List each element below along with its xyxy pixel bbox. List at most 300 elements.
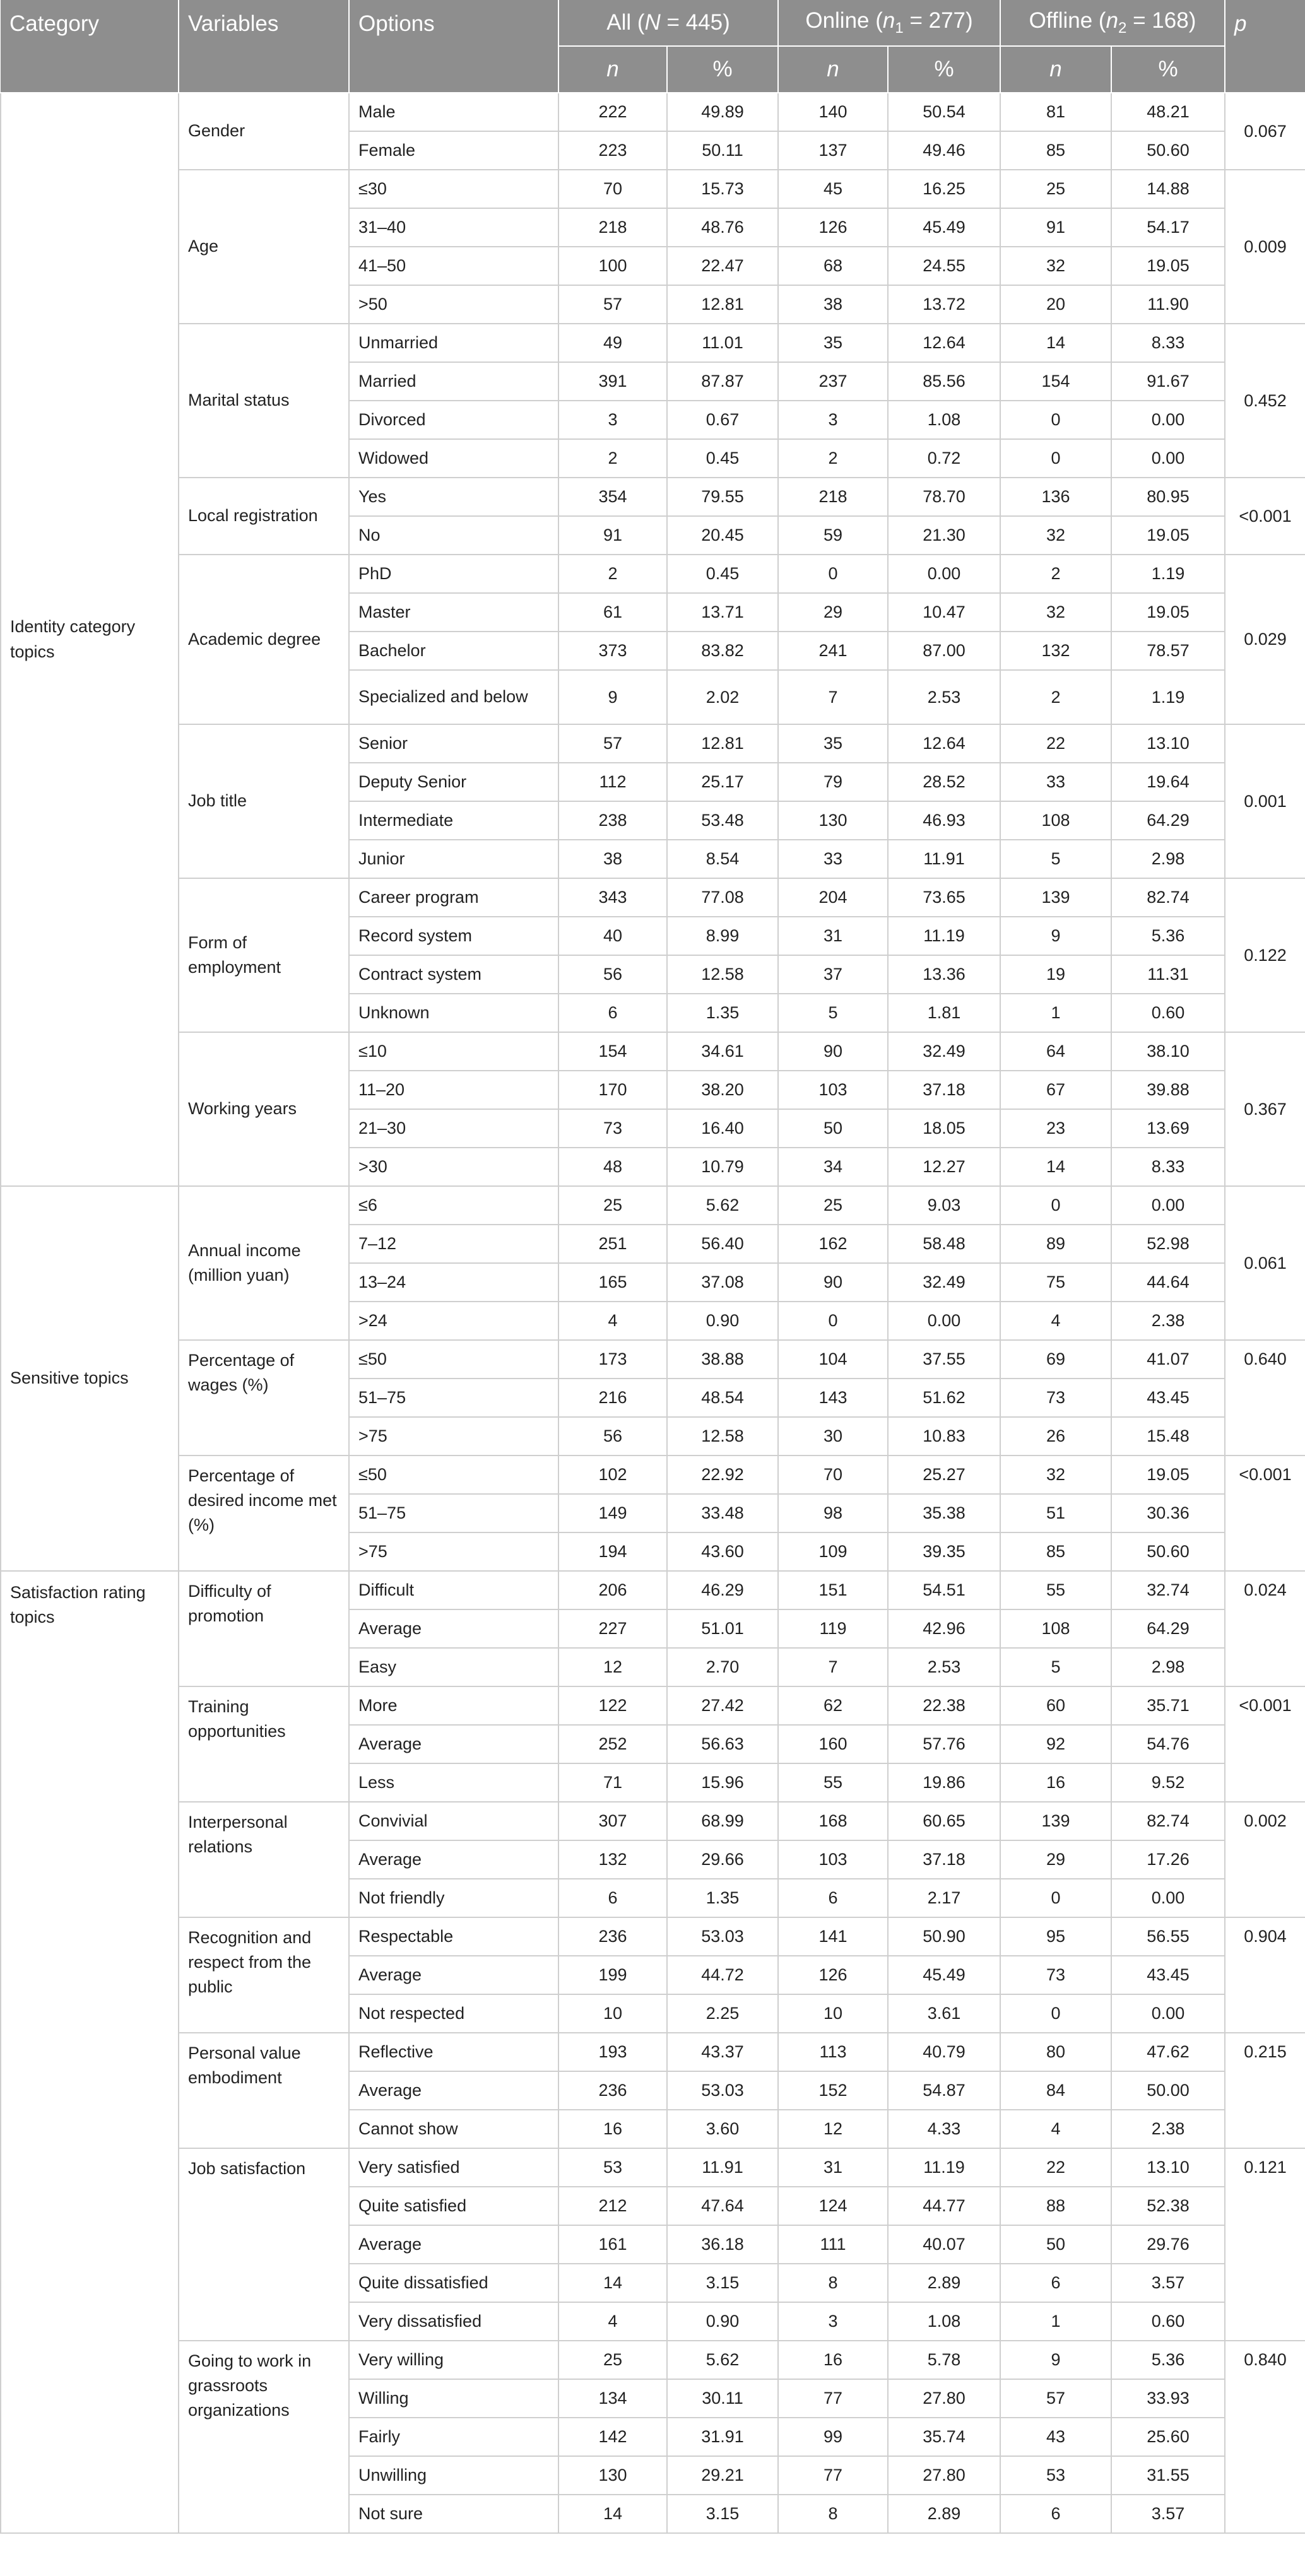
value-cell: 22.92 — [667, 1456, 778, 1494]
value-cell: 91 — [1000, 208, 1111, 247]
value-cell: 139 — [1000, 878, 1111, 917]
value-cell: 32 — [1000, 1456, 1111, 1494]
value-cell: 15.48 — [1111, 1417, 1225, 1456]
value-cell: 1 — [1000, 2302, 1111, 2341]
variable-cell: Marital status — [179, 324, 349, 478]
value-cell: 25 — [558, 1186, 667, 1225]
value-cell: 12.64 — [888, 324, 1000, 362]
value-cell: 30.36 — [1111, 1494, 1225, 1532]
value-cell: 39.35 — [888, 1532, 1000, 1571]
value-cell: 91 — [558, 516, 667, 555]
variable-cell: Academic degree — [179, 555, 349, 724]
option-cell: ≤30 — [349, 170, 558, 208]
value-cell: 13.10 — [1111, 2148, 1225, 2187]
value-cell: 126 — [778, 208, 888, 247]
value-cell: 218 — [778, 478, 888, 516]
value-cell: 0.45 — [667, 439, 778, 478]
value-cell: 6 — [558, 994, 667, 1032]
value-cell: 25.17 — [667, 763, 778, 801]
value-cell: 82.74 — [1111, 1802, 1225, 1840]
value-cell: 56 — [558, 1417, 667, 1456]
value-cell: 134 — [558, 2379, 667, 2418]
value-cell: 0.00 — [1111, 1186, 1225, 1225]
value-cell: 11.90 — [1111, 285, 1225, 324]
value-cell: 35.71 — [1111, 1686, 1225, 1725]
value-cell: 126 — [778, 1956, 888, 1994]
value-cell: 2.98 — [1111, 840, 1225, 878]
value-cell: 0.60 — [1111, 994, 1225, 1032]
value-cell: 16 — [558, 2110, 667, 2148]
value-cell: 56 — [558, 955, 667, 994]
value-cell: 56.55 — [1111, 1917, 1225, 1956]
value-cell: 12.81 — [667, 724, 778, 763]
value-cell: 39.88 — [1111, 1071, 1225, 1109]
category-cell: Satisfaction rating topics — [1, 1571, 179, 2533]
value-cell: 54.87 — [888, 2071, 1000, 2110]
value-cell: 19.86 — [888, 1763, 1000, 1802]
value-cell: 3.57 — [1111, 2264, 1225, 2302]
value-cell: 60.65 — [888, 1802, 1000, 1840]
value-cell: 19.05 — [1111, 247, 1225, 285]
value-cell: 0.45 — [667, 555, 778, 593]
header-online-n: n — [778, 46, 888, 93]
value-cell: 50.60 — [1111, 1532, 1225, 1571]
value-cell: 14.88 — [1111, 170, 1225, 208]
value-cell: 29.21 — [667, 2456, 778, 2495]
value-cell: 7 — [778, 670, 888, 724]
value-cell: 64.29 — [1111, 1609, 1225, 1648]
value-cell: 75 — [1000, 1263, 1111, 1302]
value-cell: 119 — [778, 1609, 888, 1648]
value-cell: 53.48 — [667, 801, 778, 840]
value-cell: 26 — [1000, 1417, 1111, 1456]
table-row — [1, 1032, 1305, 1071]
value-cell: 161 — [558, 2225, 667, 2264]
value-cell: 5.62 — [667, 1186, 778, 1225]
value-cell: 0 — [1000, 1879, 1111, 1917]
value-cell: 22.38 — [888, 1686, 1000, 1725]
value-cell: 3 — [778, 401, 888, 439]
option-cell: Difficult — [349, 1571, 558, 1609]
variable-cell: Job satisfaction — [179, 2148, 349, 2341]
table-row — [1, 478, 1305, 516]
option-cell: Male — [349, 93, 558, 131]
value-cell: 136 — [1000, 478, 1111, 516]
value-cell: 45 — [778, 170, 888, 208]
table-row — [1, 1917, 1305, 1956]
value-cell: 56.40 — [667, 1225, 778, 1263]
value-cell: 12 — [778, 2110, 888, 2148]
value-cell: 19 — [1000, 955, 1111, 994]
value-cell: 8.99 — [667, 917, 778, 955]
value-cell: 71 — [558, 1763, 667, 1802]
option-cell: Unmarried — [349, 324, 558, 362]
value-cell: 37.18 — [888, 1840, 1000, 1879]
value-cell: 154 — [1000, 362, 1111, 401]
value-cell: 216 — [558, 1379, 667, 1417]
value-cell: 0.00 — [1111, 1879, 1225, 1917]
option-cell: Not sure — [349, 2495, 558, 2533]
value-cell: 2 — [778, 439, 888, 478]
value-cell: 8 — [778, 2264, 888, 2302]
value-cell: 56.63 — [667, 1725, 778, 1763]
value-cell: 24.55 — [888, 247, 1000, 285]
value-cell: 90 — [778, 1263, 888, 1302]
value-cell: 13.71 — [667, 593, 778, 632]
value-cell: 160 — [778, 1725, 888, 1763]
table-row — [1, 1686, 1305, 1725]
value-cell: 100 — [558, 247, 667, 285]
value-cell: 14 — [1000, 1148, 1111, 1186]
value-cell: 83.82 — [667, 632, 778, 670]
value-cell: 57.76 — [888, 1725, 1000, 1763]
option-cell: Yes — [349, 478, 558, 516]
value-cell: 37.08 — [667, 1263, 778, 1302]
value-cell: 82.74 — [1111, 878, 1225, 917]
value-cell: 85 — [1000, 1532, 1111, 1571]
value-cell: 0.00 — [1111, 439, 1225, 478]
header-offline-pct: % — [1111, 46, 1225, 93]
value-cell: 0 — [778, 555, 888, 593]
value-cell: 68 — [778, 247, 888, 285]
value-cell: 98 — [778, 1494, 888, 1532]
value-cell: 194 — [558, 1532, 667, 1571]
option-cell: Willing — [349, 2379, 558, 2418]
value-cell: 54.76 — [1111, 1725, 1225, 1763]
value-cell: 8.33 — [1111, 1148, 1225, 1186]
value-cell: 37 — [778, 955, 888, 994]
value-cell: 36.18 — [667, 2225, 778, 2264]
value-cell: 122 — [558, 1686, 667, 1725]
option-cell: Respectable — [349, 1917, 558, 1956]
variable-cell: Recognition and respect from the public — [179, 1917, 349, 2033]
variable-cell: Personal value embodiment — [179, 2033, 349, 2148]
value-cell: 32.49 — [888, 1032, 1000, 1071]
value-cell: 47.62 — [1111, 2033, 1225, 2071]
p-value-cell: 0.001 — [1225, 724, 1305, 878]
value-cell: 9.52 — [1111, 1763, 1225, 1802]
value-cell: 142 — [558, 2418, 667, 2456]
option-cell: Intermediate — [349, 801, 558, 840]
value-cell: 70 — [558, 170, 667, 208]
option-cell: Married — [349, 362, 558, 401]
header-online: Online $(n_1 = 277)$ — [778, 0, 1000, 46]
value-cell: 10.79 — [667, 1148, 778, 1186]
value-cell: 35 — [778, 324, 888, 362]
value-cell: 43.37 — [667, 2033, 778, 2071]
value-cell: 168 — [778, 1802, 888, 1840]
value-cell: 88 — [1000, 2187, 1111, 2225]
value-cell: 29 — [778, 593, 888, 632]
p-value-cell: 0.840 — [1225, 2341, 1305, 2533]
value-cell: 64.29 — [1111, 801, 1225, 840]
option-cell: Contract system — [349, 955, 558, 994]
value-cell: 19.05 — [1111, 593, 1225, 632]
value-cell: 25 — [558, 2341, 667, 2379]
value-cell: 51.01 — [667, 1609, 778, 1648]
value-cell: 51.62 — [888, 1379, 1000, 1417]
value-cell: 2.38 — [1111, 2110, 1225, 2148]
value-cell: 41.07 — [1111, 1340, 1225, 1379]
value-cell: 90 — [778, 1032, 888, 1071]
value-cell: 343 — [558, 878, 667, 917]
value-cell: 10.47 — [888, 593, 1000, 632]
value-cell: 152 — [778, 2071, 888, 2110]
value-cell: 130 — [778, 801, 888, 840]
value-cell: 151 — [778, 1571, 888, 1609]
value-cell: 3 — [558, 401, 667, 439]
value-cell: 43 — [1000, 2418, 1111, 2456]
value-cell: 32.74 — [1111, 1571, 1225, 1609]
variable-cell: Difficulty of promotion — [179, 1571, 349, 1686]
value-cell: 47.64 — [667, 2187, 778, 2225]
option-cell: Quite dissatisfied — [349, 2264, 558, 2302]
value-cell: 52.98 — [1111, 1225, 1225, 1263]
value-cell: 1 — [1000, 994, 1111, 1032]
value-cell: 25.27 — [888, 1456, 1000, 1494]
value-cell: 50.60 — [1111, 131, 1225, 170]
value-cell: 11.91 — [667, 2148, 778, 2187]
value-cell: 57 — [558, 285, 667, 324]
value-cell: 132 — [1000, 632, 1111, 670]
value-cell: 251 — [558, 1225, 667, 1263]
value-cell: 0.00 — [1111, 401, 1225, 439]
value-cell: 32 — [1000, 247, 1111, 285]
value-cell: 0.90 — [667, 1302, 778, 1340]
value-cell: 80.95 — [1111, 478, 1225, 516]
value-cell: 53.03 — [667, 1917, 778, 1956]
option-cell: No — [349, 516, 558, 555]
value-cell: 222 — [558, 93, 667, 131]
p-value-cell: 0.904 — [1225, 1917, 1305, 2033]
value-cell: 3.61 — [888, 1994, 1000, 2033]
table-row — [1, 1802, 1305, 1840]
table-row — [1, 1340, 1305, 1379]
value-cell: 50.11 — [667, 131, 778, 170]
value-cell: 8.33 — [1111, 324, 1225, 362]
value-cell: 3.60 — [667, 2110, 778, 2148]
value-cell: 37.55 — [888, 1340, 1000, 1379]
value-cell: 18.05 — [888, 1109, 1000, 1148]
value-cell: 12.58 — [667, 955, 778, 994]
value-cell: 103 — [778, 1071, 888, 1109]
value-cell: 307 — [558, 1802, 667, 1840]
table-row — [1, 2341, 1305, 2379]
value-cell: 38 — [778, 285, 888, 324]
value-cell: 206 — [558, 1571, 667, 1609]
p-value-cell: <0.001 — [1225, 1686, 1305, 1802]
variable-cell: Training opportunities — [179, 1686, 349, 1802]
value-cell: 73 — [1000, 1956, 1111, 1994]
option-cell: 11–20 — [349, 1071, 558, 1109]
value-cell: 73 — [558, 1109, 667, 1148]
option-cell: Not respected — [349, 1994, 558, 2033]
value-cell: 162 — [778, 1225, 888, 1263]
value-cell: 70 — [778, 1456, 888, 1494]
value-cell: 79.55 — [667, 478, 778, 516]
value-cell: 77 — [778, 2379, 888, 2418]
value-cell: 149 — [558, 1494, 667, 1532]
option-cell: Reflective — [349, 2033, 558, 2071]
value-cell: 0.72 — [888, 439, 1000, 478]
table-header — [1, 0, 1305, 93]
value-cell: 111 — [778, 2225, 888, 2264]
value-cell: 102 — [558, 1456, 667, 1494]
value-cell: 2 — [558, 555, 667, 593]
value-cell: 14 — [1000, 324, 1111, 362]
option-cell: 51–75 — [349, 1379, 558, 1417]
option-cell: Unwilling — [349, 2456, 558, 2495]
value-cell: 77 — [778, 2456, 888, 2495]
value-cell: 27.80 — [888, 2456, 1000, 2495]
value-cell: 12.64 — [888, 724, 1000, 763]
value-cell: 48.21 — [1111, 93, 1225, 131]
value-cell: 104 — [778, 1340, 888, 1379]
value-cell: 16.40 — [667, 1109, 778, 1148]
value-cell: 0.67 — [667, 401, 778, 439]
value-cell: 2.17 — [888, 1879, 1000, 1917]
value-cell: 46.29 — [667, 1571, 778, 1609]
value-cell: 23 — [1000, 1109, 1111, 1148]
value-cell: 61 — [558, 593, 667, 632]
value-cell: 237 — [778, 362, 888, 401]
value-cell: 12.81 — [667, 285, 778, 324]
value-cell: 50.54 — [888, 93, 1000, 131]
value-cell: 11.01 — [667, 324, 778, 362]
option-cell: ≤50 — [349, 1340, 558, 1379]
option-cell: Very satisfied — [349, 2148, 558, 2187]
value-cell: 48.76 — [667, 208, 778, 247]
variable-cell: Interpersonal relations — [179, 1802, 349, 1917]
value-cell: 241 — [778, 632, 888, 670]
value-cell: 57 — [558, 724, 667, 763]
value-cell: 10.83 — [888, 1417, 1000, 1456]
value-cell: 33 — [1000, 763, 1111, 801]
value-cell: 2.25 — [667, 1994, 778, 2033]
table-row — [1, 2148, 1305, 2187]
value-cell: 2.89 — [888, 2264, 1000, 2302]
value-cell: 5.36 — [1111, 917, 1225, 955]
header-all-pct: % — [667, 46, 778, 93]
value-cell: 4 — [558, 1302, 667, 1340]
option-cell: >50 — [349, 285, 558, 324]
value-cell: 2.38 — [1111, 1302, 1225, 1340]
table-body — [1, 93, 1305, 2533]
option-cell: ≤10 — [349, 1032, 558, 1071]
value-cell: 85 — [1000, 131, 1111, 170]
value-cell: 5.36 — [1111, 2341, 1225, 2379]
option-cell: Fairly — [349, 2418, 558, 2456]
value-cell: 44.77 — [888, 2187, 1000, 2225]
value-cell: 0.00 — [888, 1302, 1000, 1340]
p-value-cell: 0.067 — [1225, 93, 1305, 170]
value-cell: 43.60 — [667, 1532, 778, 1571]
value-cell: 236 — [558, 2071, 667, 2110]
table-row — [1, 555, 1305, 593]
value-cell: 31 — [778, 917, 888, 955]
value-cell: 0 — [1000, 401, 1111, 439]
option-cell: Deputy Senior — [349, 763, 558, 801]
value-cell: 54.17 — [1111, 208, 1225, 247]
category-cell: Sensitive topics — [1, 1186, 179, 1571]
value-cell: 73.65 — [888, 878, 1000, 917]
value-cell: 45.49 — [888, 1956, 1000, 1994]
category-cell: Identity category topics — [1, 93, 179, 1186]
option-cell: Not friendly — [349, 1879, 558, 1917]
value-cell: 5.78 — [888, 2341, 1000, 2379]
variable-cell: Job title — [179, 724, 349, 878]
value-cell: 252 — [558, 1725, 667, 1763]
value-cell: 52.38 — [1111, 2187, 1225, 2225]
value-cell: 50.00 — [1111, 2071, 1225, 2110]
header-variables: Variables — [179, 0, 349, 93]
value-cell: 31.91 — [667, 2418, 778, 2456]
value-cell: 112 — [558, 763, 667, 801]
value-cell: 4 — [1000, 2110, 1111, 2148]
value-cell: 73 — [1000, 1379, 1111, 1417]
table-row — [1, 878, 1305, 917]
value-cell: 109 — [778, 1532, 888, 1571]
value-cell: 91.67 — [1111, 362, 1225, 401]
value-cell: 19.05 — [1111, 1456, 1225, 1494]
value-cell: 27.80 — [888, 2379, 1000, 2418]
value-cell: 212 — [558, 2187, 667, 2225]
value-cell: 38.88 — [667, 1340, 778, 1379]
option-cell: Convivial — [349, 1802, 558, 1840]
value-cell: 79 — [778, 763, 888, 801]
value-cell: 46.93 — [888, 801, 1000, 840]
p-value-cell: 0.009 — [1225, 170, 1305, 324]
value-cell: 391 — [558, 362, 667, 401]
table-row — [1, 93, 1305, 131]
table-row — [1, 724, 1305, 763]
value-cell: 67 — [1000, 1071, 1111, 1109]
value-cell: 38 — [558, 840, 667, 878]
value-cell: 54.51 — [888, 1571, 1000, 1609]
option-cell: 13–24 — [349, 1263, 558, 1302]
option-cell: Less — [349, 1763, 558, 1802]
value-cell: 8 — [778, 2495, 888, 2533]
option-cell: Bachelor — [349, 632, 558, 670]
value-cell: 28.52 — [888, 763, 1000, 801]
value-cell: 9 — [1000, 917, 1111, 955]
value-cell: 0.00 — [888, 555, 1000, 593]
value-cell: 84 — [1000, 2071, 1111, 2110]
value-cell: 34.61 — [667, 1032, 778, 1071]
value-cell: 108 — [1000, 1609, 1111, 1648]
value-cell: 5 — [778, 994, 888, 1032]
value-cell: 143 — [778, 1379, 888, 1417]
value-cell: 48.54 — [667, 1379, 778, 1417]
value-cell: 140 — [778, 93, 888, 131]
variable-cell: Gender — [179, 93, 349, 170]
option-cell: Career program — [349, 878, 558, 917]
value-cell: 6 — [1000, 2264, 1111, 2302]
value-cell: 43.45 — [1111, 1956, 1225, 1994]
value-cell: 44.72 — [667, 1956, 778, 1994]
p-value-cell: 0.002 — [1225, 1802, 1305, 1917]
value-cell: 2.53 — [888, 1648, 1000, 1686]
value-cell: 30 — [778, 1417, 888, 1456]
value-cell: 12.58 — [667, 1417, 778, 1456]
value-cell: 11.19 — [888, 917, 1000, 955]
header-online-pct: % — [888, 46, 1000, 93]
value-cell: 31 — [778, 2148, 888, 2187]
value-cell: 35.38 — [888, 1494, 1000, 1532]
value-cell: 124 — [778, 2187, 888, 2225]
value-cell: 57 — [1000, 2379, 1111, 2418]
value-cell: 113 — [778, 2033, 888, 2071]
